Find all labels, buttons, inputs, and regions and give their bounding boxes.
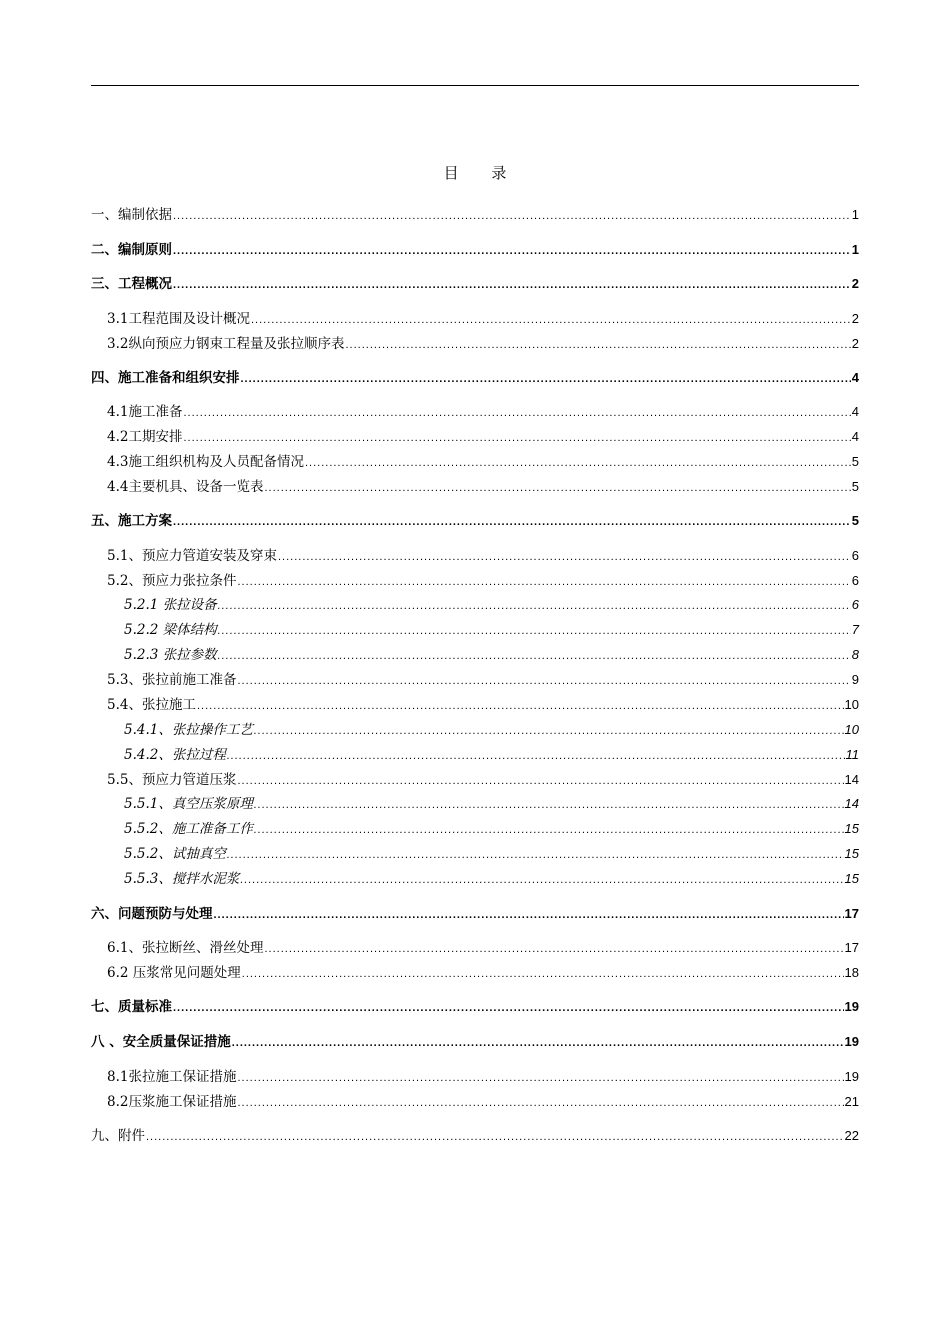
toc-entry-ch1[interactable] — [91, 206, 859, 225]
toc-entry-5-4-2[interactable] — [124, 746, 859, 765]
toc-entry-page: 4 — [851, 429, 859, 444]
toc-entry-4-4[interactable] — [107, 478, 859, 497]
toc-entry-8-1[interactable] — [107, 1068, 859, 1087]
toc-entry-6-1[interactable] — [107, 939, 859, 958]
dot-leader — [232, 1034, 844, 1052]
dot-leader — [237, 1069, 843, 1087]
toc-entry-label: 8.2压浆施工保证措施 — [107, 1094, 237, 1110]
toc-entry-page: 18 — [844, 965, 859, 980]
toc-entry-page: 22 — [844, 1128, 859, 1143]
dot-leader — [197, 697, 844, 715]
toc-entry-page: 15 — [844, 821, 859, 836]
toc-entry-page: 11 — [845, 747, 859, 762]
dot-leader — [214, 906, 844, 924]
toc-entry-page: 5 — [851, 513, 859, 528]
toc-entry-page: 15 — [844, 846, 859, 861]
toc-entry-label: 5.2.3 张拉参数 — [124, 647, 217, 663]
toc-entry-5-5-3[interactable] — [124, 870, 859, 889]
dot-leader — [173, 999, 844, 1017]
toc-entry-label: 一、编制依据 — [91, 207, 172, 223]
toc-entry-label: 4.1施工准备 — [107, 404, 183, 420]
toc-entry-5-5-2b[interactable] — [124, 845, 859, 864]
toc-entry-label: 4.2工期安排 — [107, 429, 183, 445]
toc-entry-label: 5.4.2、张拉过程 — [124, 747, 226, 763]
toc-entry-page: 2 — [851, 311, 859, 326]
toc-entry-5-2-2[interactable] — [124, 621, 859, 640]
toc-entry-ch4[interactable] — [91, 369, 859, 388]
toc-entry-label: 5.5.3、搅拌水泥浆 — [124, 871, 240, 887]
dot-leader — [278, 548, 851, 566]
toc-entry-label: 5.1、预应力管道安装及穿束 — [107, 548, 277, 564]
toc-entry-5-4[interactable] — [107, 696, 859, 715]
toc-entry-4-3[interactable] — [107, 453, 859, 472]
toc-entry-label: 六、问题预防与处理 — [91, 906, 213, 922]
toc-entry-ch2[interactable] — [91, 241, 859, 260]
dot-leader — [264, 940, 843, 958]
toc-entry-label: 5.5、预应力管道压浆 — [107, 772, 237, 788]
toc-entry-page: 4 — [851, 404, 859, 419]
toc-entry-label: 8.1张拉施工保证措施 — [107, 1069, 237, 1085]
toc-entry-label: 四、施工准备和组织安排 — [91, 370, 240, 386]
dot-leader — [173, 207, 851, 225]
toc-entry-3-1[interactable] — [107, 310, 859, 329]
toc-entry-page: 4 — [851, 370, 859, 385]
toc-entry-ch9[interactable] — [91, 1127, 859, 1146]
dot-leader — [237, 672, 850, 690]
toc-entry-5-3[interactable] — [107, 671, 859, 690]
toc-entry-label: 4.3施工组织机构及人员配备情况 — [107, 454, 304, 470]
dot-leader — [251, 311, 851, 329]
toc-entry-page: 6 — [851, 597, 859, 612]
dot-leader — [237, 772, 843, 790]
toc-entry-5-5-2a[interactable] — [124, 820, 859, 839]
toc-entry-label: 5.5.2、施工准备工作 — [124, 821, 253, 837]
toc-entry-page: 5 — [851, 454, 859, 469]
toc-entry-page: 14 — [844, 796, 859, 811]
toc-entry-page: 6 — [851, 548, 859, 563]
toc-entry-4-2[interactable] — [107, 428, 859, 447]
toc-entry-label: 3.1工程范围及设计概况 — [107, 311, 250, 327]
header-rule — [91, 85, 859, 86]
toc-entry-page: 14 — [844, 772, 859, 787]
toc-entry-ch6[interactable] — [91, 905, 859, 924]
toc-entry-page: 21 — [844, 1094, 859, 1109]
toc-entry-label: 九、附件 — [91, 1128, 145, 1144]
dot-leader — [183, 404, 850, 422]
toc-entry-page: 10 — [844, 697, 859, 712]
toc-entry-label: 5.2.2 梁体结构 — [124, 622, 217, 638]
toc-entry-label: 七、质量标准 — [91, 999, 172, 1015]
toc-entry-label: 5.3、张拉前施工准备 — [107, 672, 237, 688]
toc-title: 目 录 — [443, 164, 521, 182]
dot-leader — [146, 1128, 844, 1146]
dot-leader — [254, 821, 844, 839]
dot-leader — [218, 622, 851, 640]
dot-leader — [218, 647, 851, 665]
toc-entry-page: 8 — [851, 647, 859, 662]
dot-leader — [241, 370, 851, 388]
dot-leader — [242, 965, 844, 983]
toc-entry-page: 9 — [851, 672, 859, 687]
toc-entry-page: 17 — [844, 906, 859, 921]
toc-entry-page: 2 — [851, 276, 859, 291]
toc-entry-8-2[interactable] — [107, 1093, 859, 1112]
dot-leader — [173, 513, 851, 531]
toc-entry-ch5[interactable] — [91, 512, 859, 531]
dot-leader — [227, 747, 845, 765]
toc-entry-label: 5.5.1、真空压浆原理 — [124, 796, 253, 812]
toc-entry-label: 4.4主要机具、设备一览表 — [107, 479, 264, 495]
toc-entry-page: 6 — [851, 573, 859, 588]
toc-entry-page: 7 — [851, 622, 859, 637]
toc-entry-5-1[interactable] — [107, 547, 859, 566]
toc-entry-label: 5.4.1、张拉操作工艺 — [124, 722, 253, 738]
dot-leader — [345, 336, 850, 354]
toc-entry-page: 19 — [844, 1034, 859, 1049]
toc-entry-5-5[interactable] — [107, 771, 859, 790]
dot-leader — [254, 722, 844, 740]
toc-entry-6-2[interactable] — [107, 964, 859, 983]
toc-entry-5-2-1[interactable] — [124, 596, 859, 615]
toc-entry-page: 19 — [844, 999, 859, 1014]
dot-leader — [254, 796, 844, 814]
dot-leader — [305, 454, 851, 472]
toc-entry-page: 5 — [851, 479, 859, 494]
toc-entry-label: 3.2纵向预应力钢束工程量及张拉顺序表 — [107, 336, 345, 352]
toc-entry-label: 6.2 压浆常见问题处理 — [107, 965, 241, 981]
toc-entry-label: 6.1、张拉断丝、滑丝处理 — [107, 940, 264, 956]
toc-entry-page: 2 — [851, 336, 859, 351]
toc-entry-4-1[interactable] — [107, 403, 859, 422]
dot-leader — [264, 479, 850, 497]
toc-entry-page: 10 — [844, 722, 859, 737]
dot-leader — [237, 573, 850, 591]
toc-entry-label: 5.2、预应力张拉条件 — [107, 573, 237, 589]
dot-leader — [237, 1094, 843, 1112]
toc-entry-page: 19 — [844, 1069, 859, 1084]
toc-entry-page: 1 — [851, 242, 859, 257]
dot-leader — [173, 276, 851, 294]
toc-entry-label: 三、工程概况 — [91, 276, 172, 292]
toc-entry-label: 5.4、张拉施工 — [107, 697, 196, 713]
toc-entry-label: 五、施工方案 — [91, 513, 172, 529]
toc-entry-ch3[interactable] — [91, 275, 859, 294]
toc-entry-ch7[interactable] — [91, 998, 859, 1017]
toc-entry-page: 15 — [844, 871, 859, 886]
dot-leader — [218, 597, 851, 615]
toc-entry-label: 二、编制原则 — [91, 242, 172, 258]
dot-leader — [227, 846, 844, 864]
dot-leader — [240, 871, 843, 889]
toc-entry-page: 17 — [844, 940, 859, 955]
toc-entry-5-5-1[interactable] — [124, 795, 859, 814]
toc-entry-3-2[interactable] — [107, 335, 859, 354]
toc-entry-5-4-1[interactable] — [124, 721, 859, 740]
dot-leader — [183, 429, 850, 447]
toc-entry-page: 1 — [851, 207, 859, 222]
toc-entry-label: 5.5.2、试抽真空 — [124, 846, 226, 862]
dot-leader — [173, 242, 851, 260]
toc-entry-label: 5.2.1 张拉设备 — [124, 597, 217, 613]
toc-entry-label: 八 、安全质量保证措施 — [91, 1034, 231, 1050]
toc-entry-5-2[interactable] — [107, 572, 859, 591]
toc-entry-ch8[interactable] — [91, 1033, 859, 1052]
toc-entry-5-2-3[interactable] — [124, 646, 859, 665]
